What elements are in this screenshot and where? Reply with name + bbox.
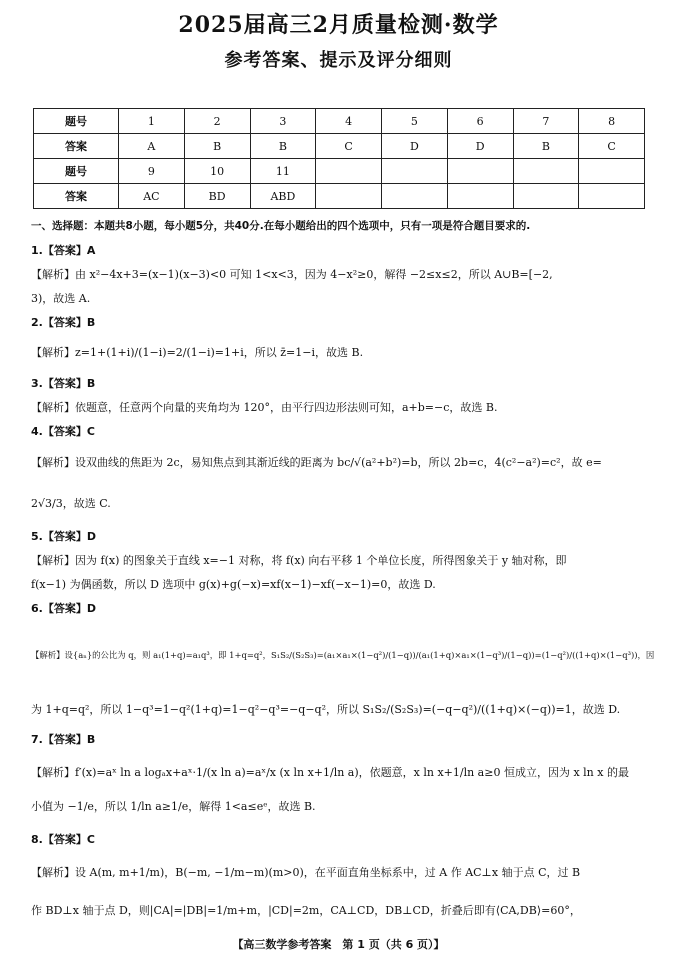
row-label: 答案 [34, 134, 119, 159]
solution-text: 【解析】设双曲线的焦距为 2c，易知焦点到其渐近线的距离为 bc/√(a²+b²)=b，所以 2b=c，4(c²−a²)=c²，故 e= [31, 456, 602, 469]
row-label: 题号 [34, 159, 119, 184]
answer-cell [382, 184, 448, 209]
answer-label: 6.【答案】D [31, 602, 96, 615]
solution-text: 作 BD⊥x 轴于点 D，则|CA|=|DB|=1/m+m，|CD|=2m，CA⊥CD，DB⊥CD，折叠后即有⟨CA,DB⟩=60°， [31, 904, 581, 917]
answer-label: 2.【答案】B [31, 316, 96, 329]
question-number: 1 [119, 109, 185, 134]
solution-text: 【解析】z=1+(1+i)/(1−i)=2/(1−i)=1+i，所以 z̄=1−i，故选 B. [31, 346, 364, 359]
question-number: 3 [250, 109, 316, 134]
solution-text: f(x−1) 为偶函数，所以 D 选项中 g(x)+g(−x)=xf(x−1)−xf(−x−1)=0，故选 D. [31, 578, 436, 591]
answer-cell: D [447, 134, 513, 159]
row-label: 答案 [34, 184, 119, 209]
table-row [34, 184, 645, 209]
question-number: 9 [119, 159, 185, 184]
table-row [34, 159, 645, 184]
question-number: 2 [184, 109, 250, 134]
answer-cell: B [250, 134, 316, 159]
question-number [579, 159, 645, 184]
section-heading: 一、选择题：本题共8小题，每小题5分，共40分.在每小题给出的四个选项中，只有一项是符合题目要求的. [31, 220, 531, 232]
answer-cell: B [513, 134, 579, 159]
question-number [513, 159, 579, 184]
page-title: 2025届高三2月质量检测·数学 [178, 12, 499, 38]
solution-text: 小值为 −1/e，所以 1/ln a≥1/e，解得 1<a≤eᵉ，故选 B. [31, 800, 316, 813]
answer-label: 7.【答案】B [31, 733, 96, 746]
page-footer: 【高三数学参考答案 第 1 页（共 6 页）】 [232, 938, 445, 951]
answer-cell: C [579, 134, 645, 159]
page-subtitle: 参考答案、提示及评分细则 [224, 50, 453, 71]
answer-cell: A [119, 134, 185, 159]
solution-text: 【解析】f′(x)=aˣ ln a logₐx+aˣ·1/(x ln a)=aˣ/x (x ln x+1/ln a)，依题意，x ln x+1/ln a≥0 恒成立，因为 x ln x 的最 [31, 766, 629, 779]
solution-text: 2√3/3，故选 C. [31, 497, 111, 510]
row-label: 题号 [34, 109, 119, 134]
answer-cell [579, 184, 645, 209]
answer-cell [447, 184, 513, 209]
answer-label: 1.【答案】A [31, 244, 96, 257]
question-number: 7 [513, 109, 579, 134]
question-number: 4 [316, 109, 382, 134]
question-number [382, 159, 448, 184]
question-number: 10 [184, 159, 250, 184]
question-number: 8 [579, 109, 645, 134]
answer-cell: C [316, 134, 382, 159]
answer-cell: B [184, 134, 250, 159]
answer-table [33, 108, 645, 209]
table-row [34, 109, 645, 134]
question-number: 11 [250, 159, 316, 184]
answer-cell [513, 184, 579, 209]
solution-text: 3)，故选 A. [31, 292, 91, 305]
question-number [316, 159, 382, 184]
table-row [34, 134, 645, 159]
solution-text: 【解析】设{aₙ}的公比为 q，则 a₁(1+q)=a₁q³，即 1+q=q²，S₁S₂/(S₂S₃)=(a₁×a₁×(1−q²)/(1−q))/(a₁(1+q)×a₁×(1−q³)/(1−q))=(1−q²)/((1+q)×(1−q³))，因 [31, 650, 655, 660]
answer-cell: BD [184, 184, 250, 209]
answer-cell: AC [119, 184, 185, 209]
question-number [447, 159, 513, 184]
answer-cell: D [382, 134, 448, 159]
question-number: 5 [382, 109, 448, 134]
answer-label: 5.【答案】D [31, 530, 96, 543]
question-number: 6 [447, 109, 513, 134]
solution-text: 【解析】设 A(m, m+1/m)，B(−m, −1/m−m)(m>0)，在平面直角坐标系中，过 A 作 AC⊥x 轴于点 C，过 B [31, 866, 581, 879]
solution-text: 为 1+q=q²，所以 1−q³=1−q²(1+q)=1−q²−q³=−q−q²，所以 S₁S₂/(S₂S₃)=(−q−q²)/((1+q)×(−q))=1，故选 D. [31, 703, 621, 716]
answer-label: 4.【答案】C [31, 425, 95, 438]
solution-text: 【解析】因为 f(x) 的图象关于直线 x=−1 对称，将 f(x) 向右平移 1 个单位长度，所得图象关于 y 轴对称，即 [31, 554, 567, 567]
answer-label: 3.【答案】B [31, 377, 96, 390]
solution-text: 【解析】由 x²−4x+3=(x−1)(x−3)<0 可知 1<x<3，因为 4−x²≥0，解得 −2≤x≤2，所以 A∪B=[−2, [31, 268, 553, 281]
solution-text: 【解析】依题意，任意两个向量的夹角均为 120°，由平行四边形法则可知，a+b=−c，故选 B. [31, 401, 498, 414]
answer-cell [316, 184, 382, 209]
answer-cell: ABD [250, 184, 316, 209]
answer-label: 8.【答案】C [31, 833, 95, 846]
